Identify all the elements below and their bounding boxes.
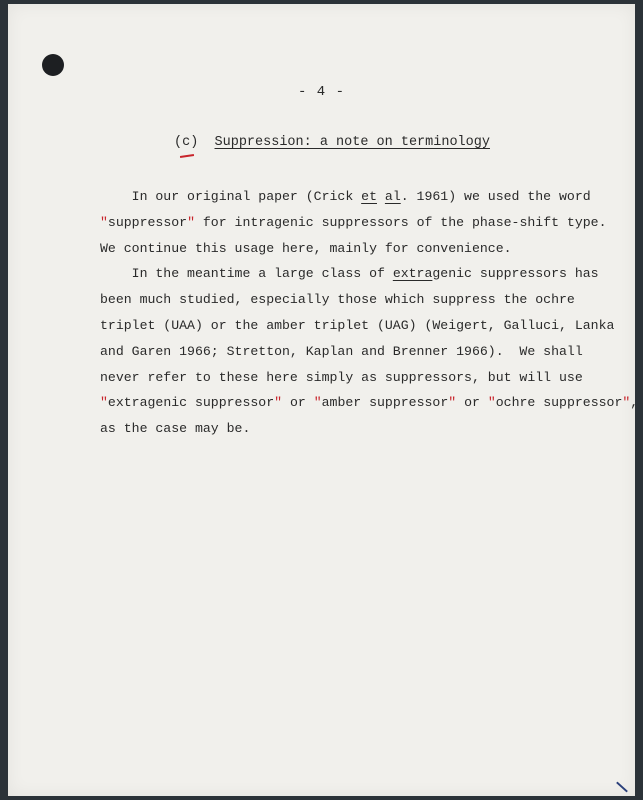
text-run: . 1961) we used the word [400, 189, 591, 204]
red-quote-mark: " [487, 395, 496, 411]
text-line [100, 390, 639, 416]
red-quote-mark: " [100, 395, 108, 411]
text-run: amber suppressor [321, 395, 449, 411]
underlined-text: extra [392, 266, 433, 282]
text-run: In the meantime a large class of [100, 266, 393, 282]
paragraph-1 [100, 184, 630, 261]
red-annotation-mark [180, 154, 194, 158]
body-text [100, 184, 639, 442]
text-run: and Garen 1966; Stretton, Kaplan and Brenner 1966). We shall [100, 343, 583, 359]
text-line [100, 365, 630, 391]
text-line [100, 287, 630, 313]
red-quote-mark: " [622, 395, 631, 411]
text-run: as the case may be. [100, 421, 251, 437]
text-run: triplet (UAA) or the amber triplet (UAG) (Weigert, Galluci, Lanka [100, 317, 615, 333]
text-line [100, 339, 630, 365]
text-line [100, 236, 630, 262]
text-line [100, 416, 630, 442]
text-run: or [282, 395, 314, 411]
paragraph-2 [100, 261, 639, 442]
text-run: or [456, 395, 488, 411]
text-run: In our original paper (Crick [100, 189, 362, 204]
section-title: Suppression: a note on terminology [214, 135, 490, 150]
text-run: extragenic suppressor [107, 395, 275, 411]
text-run: We continue this usage here, mainly for convenience. [100, 240, 512, 256]
underlined-text: al [384, 189, 401, 204]
red-quote-mark: " [313, 395, 322, 411]
text-run: for intragenic suppressors of the phase-shift type. [194, 214, 607, 230]
text-run: , [630, 395, 639, 411]
red-quote-mark: " [274, 395, 283, 411]
page-number: - 4 - [297, 84, 345, 100]
red-quote-mark: " [100, 214, 108, 230]
section-label: (c) [174, 135, 199, 150]
punch-hole [42, 54, 64, 76]
text-run: been much studied, especially those which suppress the ochre [100, 292, 575, 308]
text-line [100, 261, 630, 287]
text-run: ochre suppressor [495, 395, 623, 411]
text-line [100, 313, 630, 339]
corner-pen-mark [616, 782, 628, 793]
underlined-text: et [361, 189, 377, 204]
text-line [100, 184, 630, 210]
document-page [8, 4, 639, 796]
section-heading [174, 135, 490, 150]
text-run [377, 189, 385, 204]
text-run: genic suppressors has [432, 266, 599, 282]
red-quote-mark: " [448, 395, 457, 411]
text-run: never refer to these here simply as suppressors, but will use [100, 369, 583, 385]
text-run: suppressor [107, 214, 188, 230]
red-quote-mark: " [187, 214, 195, 230]
text-line [100, 210, 630, 236]
